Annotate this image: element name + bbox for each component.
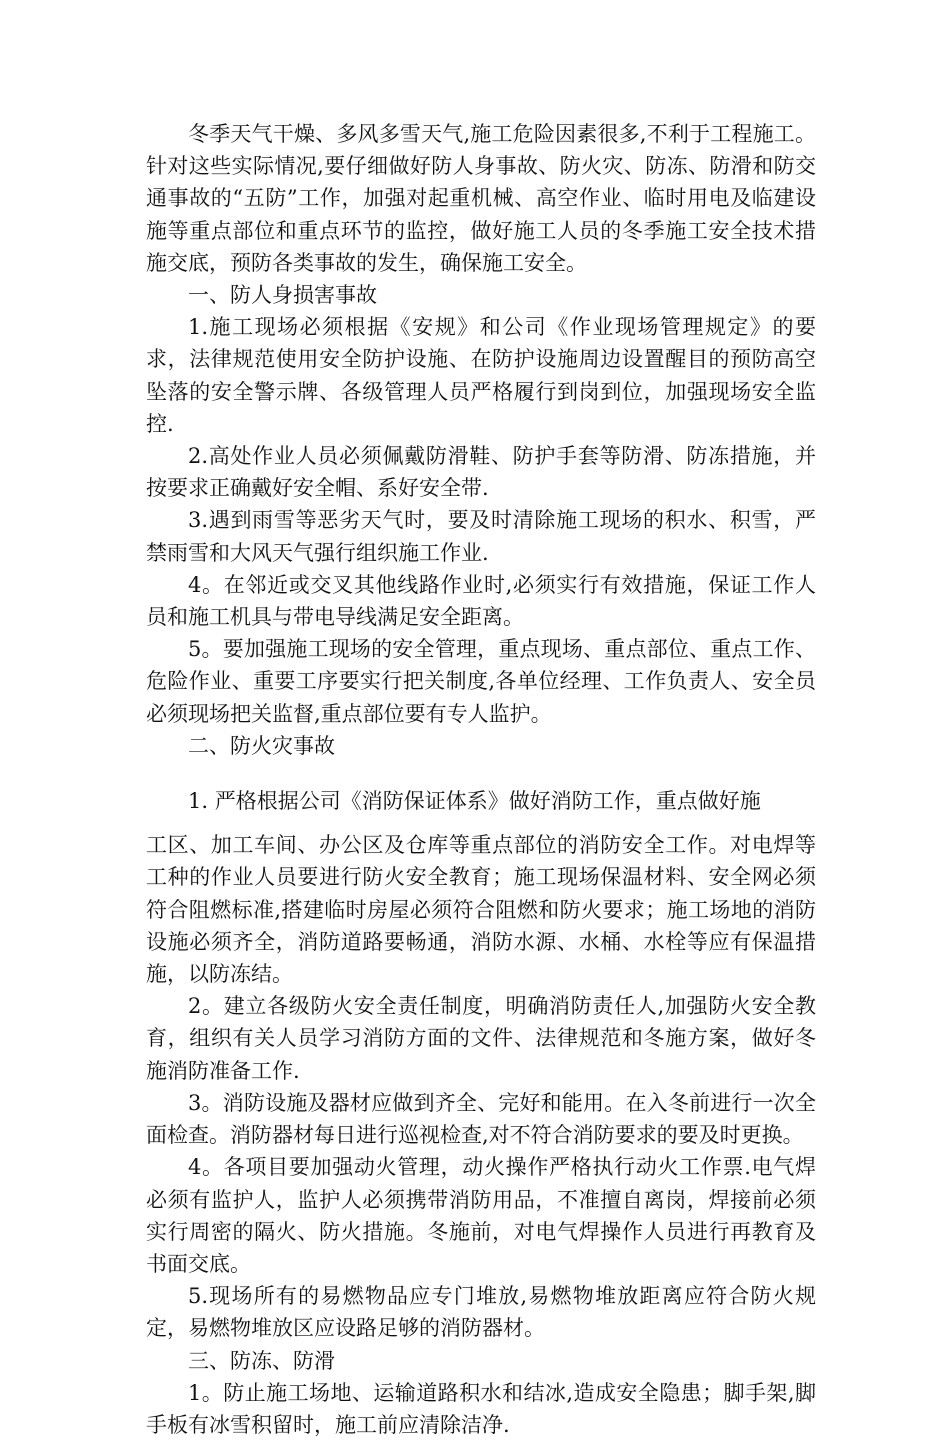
paragraph-item: 3.遇到雨雪等恶劣天气时，要及时清除施工现场的积水、积雪，严禁雨雪和大风天气强行组织施工作业. <box>146 508 816 565</box>
section-heading-fire: 二、防火灾事故 <box>188 733 335 758</box>
paragraph-item: 4。各项目要加强动火管理，动火操作严格执行动火工作票.电气焊必须有监护人，监护人必须携带消防用品，不准擅自离岗，焊接前必须实行周密的隔火、防火措施。冬施前，对电气焊操作人员进行再教育及书面交底。 <box>146 1155 816 1276</box>
paragraph-continuation: 工区、加工车间、办公区及仓库等重点部位的消防安全工作。对电焊等工种的作业人员要进行防火安全教育；施工现场保温材料、安全网必须符合阻燃标准,搭建临时房屋必须符合阻燃和防火要求；施工场地的消防设施必须齐全，消防道路要畅通，消防水源、水桶、水栓等应有保温措施，以防冻结。 <box>146 833 816 987</box>
paragraph-item: 5。要加强施工现场的安全管理，重点现场、重点部位、重点工作、危险作业、重要工序要实行把关制度,各单位经理、工作负责人、安全员必须现场把关监督,重点部位要有专人监护。 <box>146 637 816 726</box>
paragraph-item: 1. 严格根据公司《消防保证体系》做好消防工作，重点做好施 <box>188 789 761 814</box>
document-body <box>146 118 816 1441</box>
paragraph-item: 2.高处作业人员必须佩戴防滑鞋、防护手套等防滑、防冻措施，并按要求正确戴好安全帽、系好安全带. <box>146 444 816 501</box>
paragraph-item: 2。建立各级防火安全责任制度，明确消防责任人,加强防火安全教育，组织有关人员学习消防方面的文件、法律规范和冬施方案，做好冬施消防准备工作. <box>146 994 816 1083</box>
section-heading-personal-injury: 一、防人身损害事故 <box>188 283 377 308</box>
paragraph-item: 3。消防设施及器材应做到齐全、完好和能用。在入冬前进行一次全面检查。消防器材每日进行巡视检查,对不符合消防要求的要及时更换。 <box>146 1090 816 1148</box>
paragraph-item: 4。在邻近或交叉其他线路作业时,必须实行有效措施，保证工作人员和施工机具与带电导线满足安全距离。 <box>146 572 816 630</box>
paragraph-intro: 冬季天气干燥、多风多雪天气,施工危险因素很多,不利于工程施工。针对这些实际情况,要仔细做好防人身事故、防火灾、防冻、防滑和防交通事故的“五防”工作，加强对起重机械、高空作业、临时用电及临建设施等重点部位和重点环节的监控，做好施工人员的冬季施工安全技术措施交底，预防各类事故的发生，确保施工安全。 <box>146 122 816 275</box>
paragraph-item: 1.施工现场必须根据《安规》和公司《作业现场管理规定》的要求，法律规范使用安全防护设施、在防护设施周边设置醒目的预防高空坠落的安全警示牌、各级管理人员严格履行到岗到位，加强现场安全监控. <box>146 315 816 436</box>
paragraph-item: 5.现场所有的易燃物品应专门堆放,易燃物堆放距离应符合防火规定，易燃物堆放区应设路足够的消防器材。 <box>146 1284 816 1341</box>
section-heading-freeze-slip: 三、防冻、防滑 <box>188 1348 335 1373</box>
paragraph-item: 1。防止施工场地、运输道路积水和结冰,造成安全隐患；脚手架,脚手板有冰雪积留时，施工前应清除洁净. <box>146 1380 816 1437</box>
